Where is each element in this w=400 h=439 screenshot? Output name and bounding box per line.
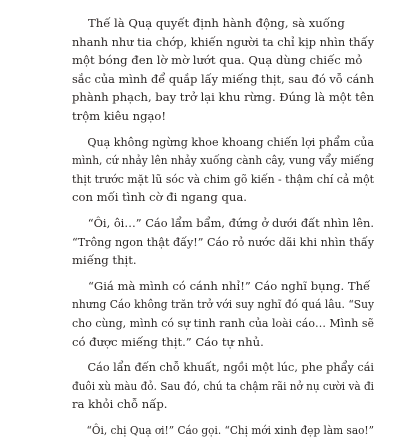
- text-line: trộm kiêu ngạo!: [72, 108, 167, 123]
- text-line: Quạ không ngừng khoe khoang chiến lợi phẩm của: [87, 134, 375, 149]
- text-line: một bóng đen lờ mờ lướt qua. Quạ dùng chiếc mỏ: [72, 53, 363, 68]
- text-line: nhanh như tia chớp, khiến người ta chỉ kịp nhìn thấy: [72, 34, 374, 49]
- text-line: có được miếng thịt.” Cáo tự nhủ.: [72, 334, 264, 349]
- text-line: phành phạch, bay trở lại khu rừng. Đúng là một tên: [72, 90, 375, 105]
- text-line: “Trông ngon thật đấy!” Cáo rỏ nước dãi khi nhìn thấy: [72, 234, 375, 249]
- text-line: mình, cứ nhảy lên nhảy xuống cành cây, vung vẩy miếng: [72, 153, 374, 168]
- text-line: sắc của mình để quắp lấy miếng thịt, sau đó vỗ cánh: [72, 71, 375, 86]
- text-line: miếng thịt.: [72, 253, 137, 268]
- text-line: Thế là Quạ quyết định hành động, sà xuống: [88, 16, 345, 30]
- text-line: con mối tình cờ đi ngang qua.: [72, 190, 247, 205]
- text-line: ra khỏi chỗ nấp.: [72, 397, 168, 412]
- text-line: “Giá mà mình có cánh nhỉ!” Cáo nghĩ bụng. Thế: [88, 278, 371, 293]
- text-line: Cáo lẩn đến chỗ khuất, ngồi một lúc, phe phẩy cái: [87, 360, 375, 375]
- paragraph-6: [72, 421, 374, 439]
- paragraph-2: [72, 133, 374, 207]
- paragraph-5: [72, 358, 374, 414]
- text-line: “Ôi, ôi…” Cáo lẩm bẩm, đứng ở dưới đất nhìn lên.: [87, 215, 375, 230]
- text-line: thịt trước mặt lũ sóc và chim gõ kiến - thậm chí cả một: [72, 171, 374, 186]
- text-line: cho cùng, mình có sự tinh ranh của loài cáo… Mình sẽ: [72, 315, 374, 330]
- paragraph-4: [72, 277, 374, 351]
- paragraph-3: [72, 214, 374, 270]
- paragraph-1: [72, 14, 374, 126]
- text-line: đuôi xù màu đỏ. Sau đó, chú ta chậm rãi nở nụ cười và đi: [72, 378, 375, 393]
- text-line: “Ôi, chị Quạ ơi!” Cáo gọi. “Chị mới xinh đẹp làm sao!”: [86, 422, 374, 437]
- text-line: nhưng Cáo không trăn trở với suy nghĩ đó quá lâu. “Suy: [72, 297, 375, 312]
